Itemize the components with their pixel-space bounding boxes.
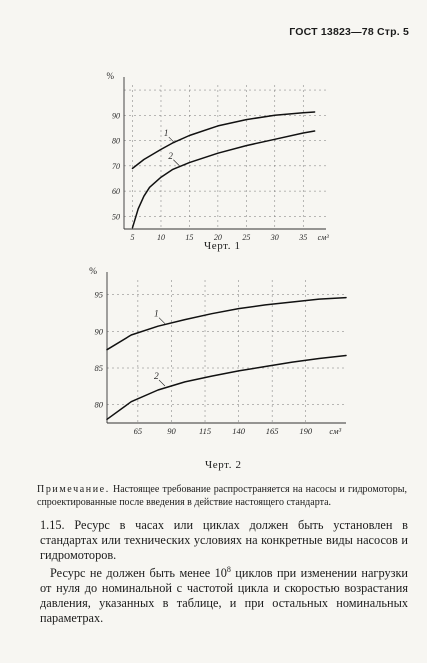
paragraph-1-15: 1.15. Ресурс в часах или циклах должен быть установлен в стандартах или технических условиях на конкретные виды насосов и гидромоторов.: [40, 518, 408, 562]
x-tick-label: 90: [167, 426, 176, 436]
series-line-1: [107, 298, 346, 350]
paragraph-resource: [40, 566, 408, 626]
x-tick-label: 165: [265, 426, 279, 436]
y-tick-label: 80: [94, 399, 103, 410]
chart-2-y-unit: %: [89, 267, 97, 277]
chart-2-grid: [107, 280, 346, 423]
x-tick-label: 10: [156, 233, 165, 242]
y-tick-label: 95: [94, 289, 103, 300]
x-tick-label: 190: [299, 426, 313, 436]
y-tick-label: 90: [112, 111, 120, 121]
x-tick-label: 115: [198, 426, 212, 436]
chart-2-caption: Черт. 2: [205, 459, 242, 471]
y-tick-label: 90: [94, 326, 103, 337]
y-tick-label: 85: [94, 363, 103, 373]
page-header: ГОСТ 13823—78 Стр. 5: [289, 26, 409, 38]
y-tick-label: 50: [112, 212, 120, 222]
chart-2-y-ticks: [95, 290, 104, 410]
series-label-1: 1: [163, 128, 169, 139]
x-tick-label: 30: [270, 233, 279, 242]
series-label-2: 2: [168, 150, 173, 161]
x-tick-label: 25: [242, 233, 251, 242]
y-tick-label: 70: [112, 161, 120, 171]
series-leader-2: [159, 380, 165, 386]
x-tick-label: 15: [185, 233, 194, 242]
x-tick-label: 5: [130, 233, 135, 242]
paragraph-resource-part2: циклов при изменении нагрузки от нуля до номинальной с частотой цикла и скоростью возрастания давления, указанных в таблице, и при остальных номинальных параметрах.: [40, 566, 408, 625]
chart-1-caption: Черт. 1: [204, 240, 241, 252]
x-tick-label: 140: [232, 426, 245, 436]
series-label-2: 2: [153, 372, 159, 382]
x-tick-label: 65: [133, 426, 143, 436]
note-paragraph: [37, 483, 407, 509]
x-tick-label: см³: [329, 426, 342, 436]
x-tick-label: 20: [213, 233, 222, 242]
y-tick-label: 80: [112, 136, 120, 146]
series-label-1: 1: [153, 309, 159, 320]
paragraph-resource-part1: Ресурс не должен быть менее 10: [50, 566, 227, 580]
chart-2-x-ticks: [134, 426, 342, 436]
note-label: Примечание.: [37, 484, 110, 495]
paragraph-resource-exponent: 8: [226, 564, 231, 574]
series-line-2: [107, 356, 346, 420]
x-tick-label: 35: [299, 233, 308, 242]
x-tick-label: см³: [317, 233, 329, 242]
y-tick-label: 60: [112, 187, 120, 197]
note-text: Настоящее требование распространяется на насосы и гидромоторы, спроектированные после введения в действие настоящего стандарта.: [37, 484, 407, 508]
chart-2-series: [107, 298, 346, 420]
series-leader-1: [159, 318, 165, 324]
chart-1-y-unit: %: [106, 71, 114, 81]
